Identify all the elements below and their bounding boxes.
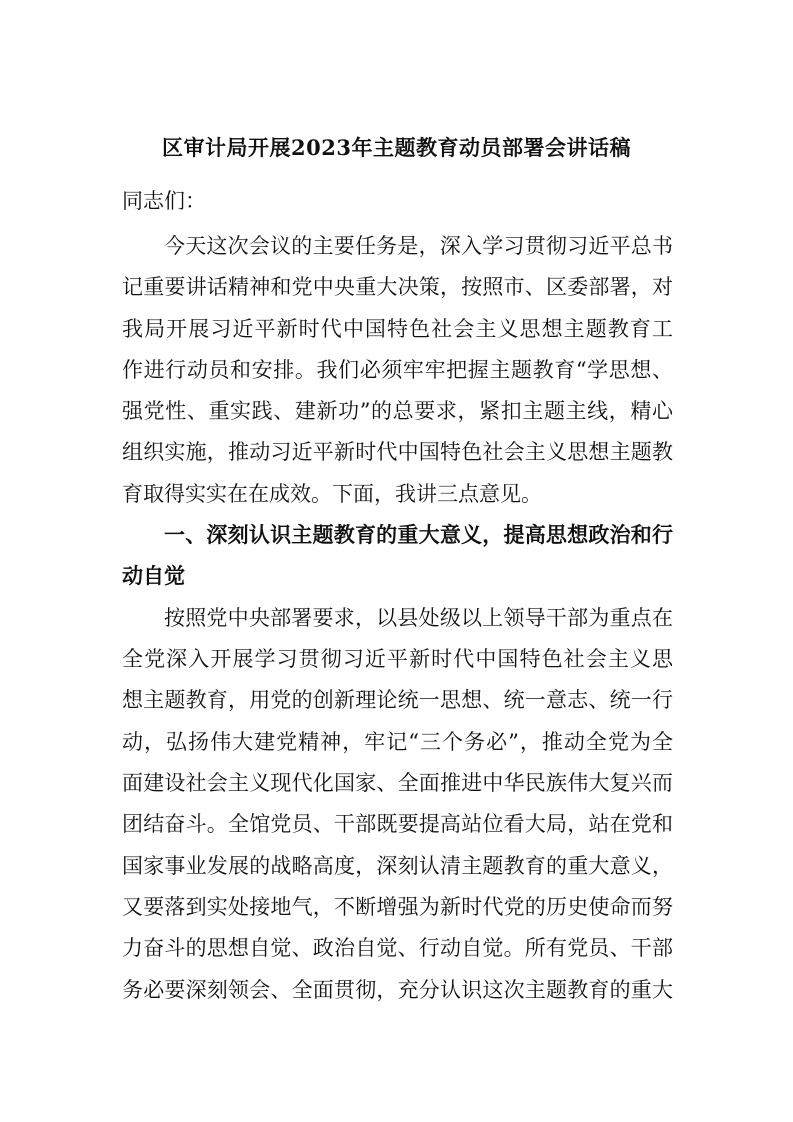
paragraph-1-line: 育取得实实在在成效。下面，我讲三点意见。 [122,482,542,506]
paragraph-2-line: 动，弘扬伟大建党精神，牢记“三个务必”，推动全党为全 [122,730,673,754]
paragraph-1-line: 强党性、重实践、建新功”的总要求，紧扣主题主线，精心 [122,399,673,423]
section-1-heading-line: 一、深刻认识主题教育的重大意义，提高思想政治和行 [164,522,673,547]
paragraph-1-line: 记重要讲话精神和党中央重大决策，按照市、区委部署，对 [122,275,673,299]
paragraph-2-line: 面建设社会主义现代化国家、全面推进中华民族伟大复兴而 [122,771,673,795]
paragraph-1-line: 今天这次会议的主要任务是，深入学习贯彻习近平总书 [164,234,673,258]
paragraph-1-line: 我局开展习近平新时代中国特色社会主义思想主题教育工 [122,317,673,341]
paragraph-2-line: 务必要深刻领会、全面贯彻，充分认识这次主题教育的重大 [122,978,673,1002]
document-title: 区审计局开展2023年主题教育动员部署会讲话稿 [162,135,631,160]
salutation: 同志们： [122,189,206,213]
section-1-heading-line: 动自觉 [122,563,185,588]
paragraph-2-line: 又要落到实处接地气，不断增强为新时代党的历史使命而努 [122,895,673,919]
paragraph-2-line: 按照党中央部署要求，以县处级以上领导干部为重点在 [164,606,673,630]
paragraph-1-line: 作进行动员和安排。我们必须牢牢把握主题教育“学思想、 [122,358,673,382]
paragraph-2-line: 全党深入开展学习贯彻习近平新时代中国特色社会主义思 [122,647,673,671]
paragraph-1-line: 组织实施，推动习近平新时代中国特色社会主义思想主题教 [122,440,673,464]
paragraph-2-line: 力奋斗的思想自觉、政治自觉、行动自觉。所有党员、干部 [122,936,673,960]
paragraph-2-line: 国家事业发展的战略高度，深刻认清主题教育的重大意义， [122,854,673,878]
paragraph-2-line: 团结奋斗。全馆党员、干部既要提高站位看大局，站在党和 [122,812,673,836]
paragraph-2-line: 想主题教育，用党的创新理论统一思想、统一意志、统一行 [122,688,673,712]
